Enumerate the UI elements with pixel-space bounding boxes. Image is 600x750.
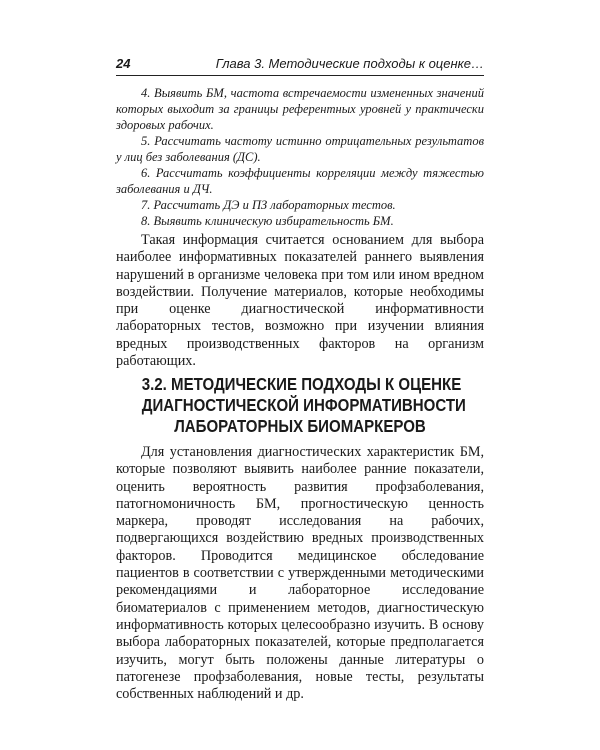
list-item: 8. Выявить клиническую избирательность БМ. — [141, 214, 394, 228]
list-item: 6. Рассчитать коэффициенты корреляции между тяжестью заболевания и ДЧ. — [116, 166, 484, 196]
section-heading-line: 3.2. МЕТОДИЧЕСКИЕ ПОДХОДЫ К ОЦЕНКЕ — [141, 374, 462, 394]
list-item: 5. Рассчитать частоту истинно отрицательных результатов у лиц без заболевания (ДС). — [116, 134, 484, 164]
list-item: 7. Рассчитать ДЭ и ПЗ лабораторных тестов. — [141, 198, 396, 212]
body-paragraph: Такая информация считается основанием для выбора наиболее информативных показателей раннего выявления нарушений в организме человека при том или ином вредном воздействии. Получение материалов, которые необходимы при оценке диагностической информативности лабораторных тестов, возможно при изучении влияния вредных производственных факторов на организм работающих. — [116, 232, 484, 370]
section-heading-line: ЛАБОРАТОРНЫХ БИОМАРКЕРОВ — [174, 416, 426, 436]
book-page — [116, 0, 484, 750]
numbered-list — [116, 85, 484, 229]
list-item: 4. Выявить БМ, частота встречаемости измененных значений которых выходит за границы референтных уровней у практически здоровых рабочих. — [116, 86, 484, 132]
chapter-title: Глава 3. Методические подходы к оценке… — [215, 56, 484, 71]
page-number: 24 — [116, 56, 131, 71]
running-head — [116, 55, 484, 73]
section-heading — [141, 374, 466, 437]
section-heading-line: ДИАГНОСТИЧЕСКОЙ ИНФОРМАТИВНОСТИ — [141, 395, 466, 415]
body-paragraph: Для установления диагностических характеристик БМ, которые позволяют выявить наиболее ранние показатели, оценить вероятность развития профзаболевания, патогномоничность БМ, прогностическую ценность маркера, проводят исследования на рабочих, подвергающихся воздействию вредных производственных факторов. Проводится медицинское обследование пациентов в соответствии с утвержденными методическими рекомендациями и лабораторное исследование биоматериалов с применением методов, диагностическую информативность которых целесообразно изучить. В основу выбора лабораторных показателей, которые предполагается изучить, могут быть положены данные литературы о патогенезе профзаболевания, новые тесты, результаты собственных наблюдений и др. — [116, 444, 484, 703]
header-rule — [116, 75, 484, 76]
